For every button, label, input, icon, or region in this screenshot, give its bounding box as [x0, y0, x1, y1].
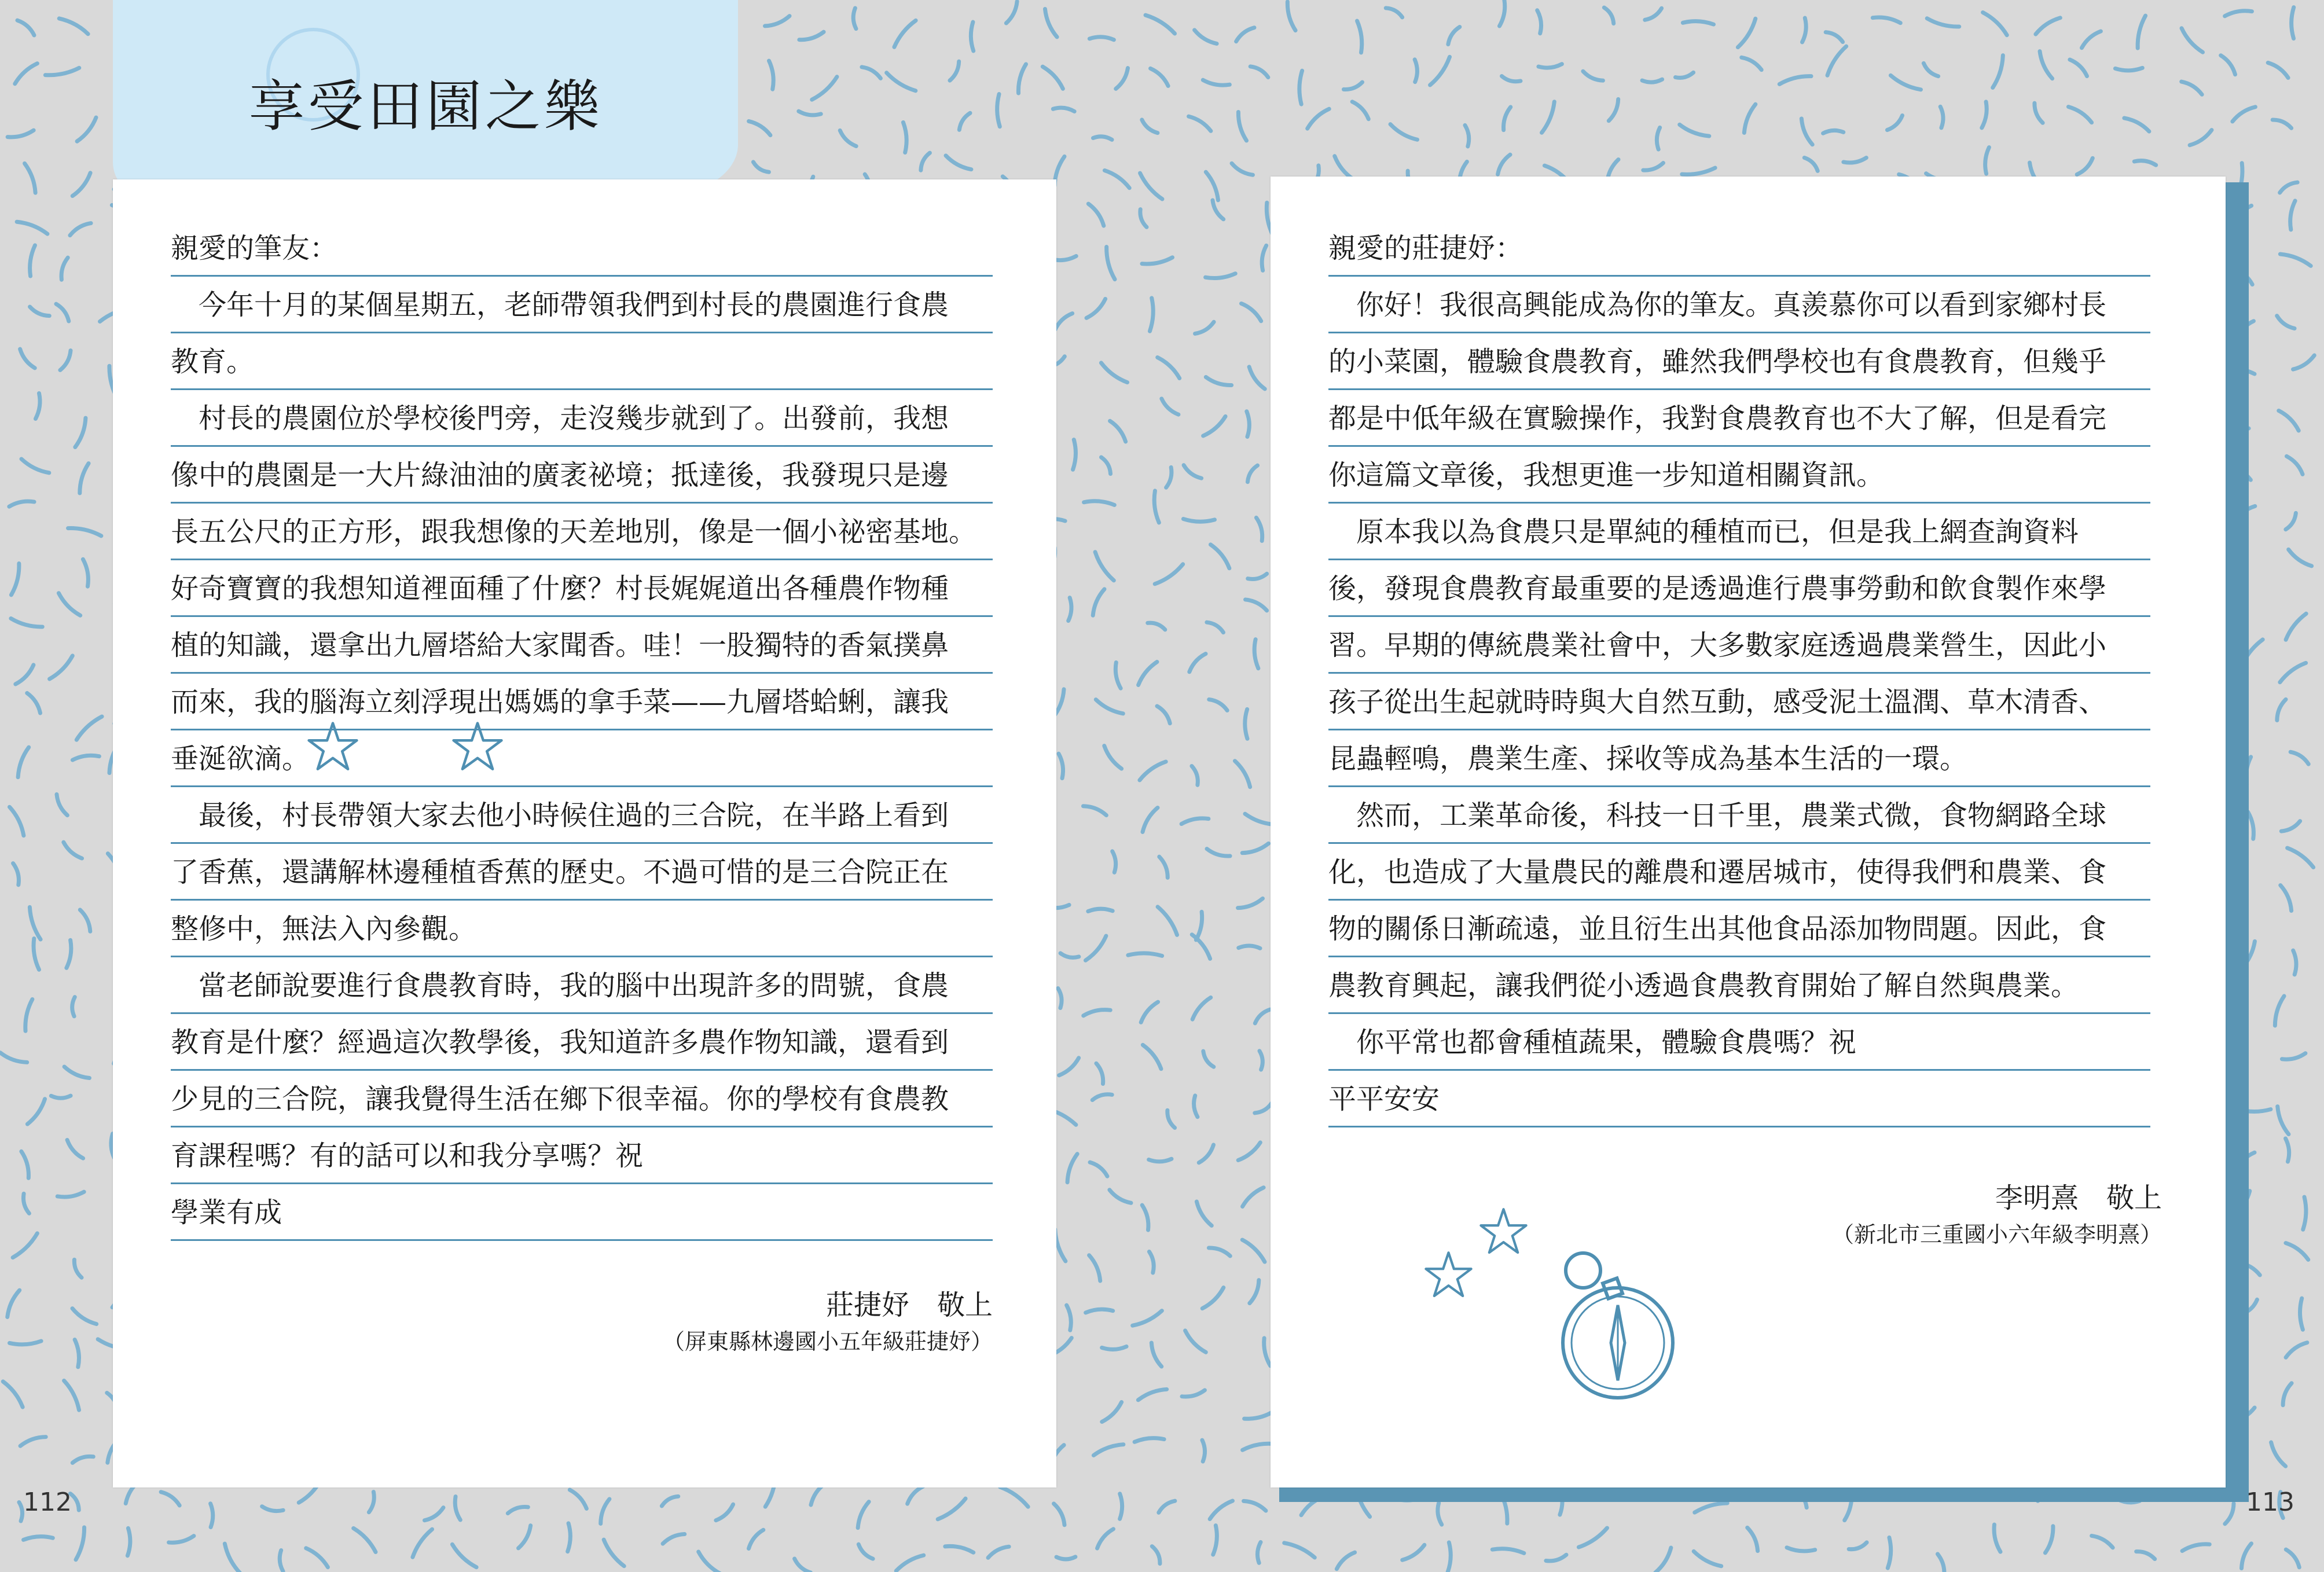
star-icon: [1479, 1207, 1528, 1256]
right-letter-line: 你這篇文章後，我想更進一步知道相關資訊。: [1328, 447, 2150, 504]
left-signature-block: [663, 1285, 993, 1358]
page-number-right: 113: [2246, 1487, 2294, 1517]
right-letter-line: 的小菜園，體驗食農教育，雖然我們學校也有食農教育，但幾乎: [1328, 333, 2150, 390]
left-letter-line: 教育。: [171, 333, 993, 390]
right-letter-line: 習。早期的傳統農業社會中，大多數家庭透過農業營生，因此小: [1328, 617, 2150, 674]
left-letter-line: 植的知識，還拿出九層塔給大家聞香。哇！一股獨特的香氣撲鼻: [171, 617, 993, 674]
right-letter-line: 都是中低年級在實驗操作，我對食農教育也不大了解，但是看完: [1328, 390, 2150, 447]
right-signature: 李明熹 敬上: [1995, 1182, 2162, 1214]
left-letter-line: 長五公尺的正方形，跟我想像的天差地別，像是一個小祕密基地。: [171, 504, 993, 560]
right-letter-body: [1328, 220, 2150, 1127]
right-letter-line: 你平常也都會種植蔬果，體驗食農嗎？祝: [1328, 1014, 2150, 1071]
left-letter-line: 親愛的筆友：: [171, 220, 993, 277]
left-letter-line: 像中的農園是一大片綠油油的廣袤祕境；抵達後，我發現只是邊: [171, 447, 993, 504]
left-letter-line: 了香蕉，還講解林邊種植香蕉的歷史。不過可惜的是三合院正在: [171, 844, 993, 901]
right-letter-line: 物的關係日漸疏遠，並且衍生出其他食品添加物問題。因此，食: [1328, 901, 2150, 957]
right-letter-line: 後，發現食農教育最重要的是透過進行農事勞動和飲食製作來學: [1328, 560, 2150, 617]
right-letter-line: 平平安安: [1328, 1071, 2150, 1127]
right-letter-line: 你好！我很高興能成為你的筆友。真羨慕你可以看到家鄉村長: [1328, 277, 2150, 333]
right-letter-line: 原本我以為食農只是單純的種植而已，但是我上網查詢資料: [1328, 504, 2150, 560]
star-icon: [1424, 1250, 1473, 1299]
page-number-left: 112: [23, 1487, 72, 1517]
page-title: 享受田園之樂: [249, 74, 603, 139]
right-letter-line: 化，也造成了大量農民的離農和遷居城市，使得我們和農業、食: [1328, 844, 2150, 901]
left-school: （屏東縣林邊國小五年級莊捷妤）: [662, 1329, 993, 1354]
left-letter-line: 最後，村長帶領大家去他小時候住過的三合院，在半路上看到: [171, 787, 993, 844]
right-signature-block: [1832, 1178, 2162, 1251]
right-letter-line: 然而，工業革命後，科技一日千里，農業式微，食物網路全球: [1328, 787, 2150, 844]
star-icon: [307, 721, 359, 773]
star-icon: [451, 721, 504, 773]
left-letter-line: 整修中，無法入內參觀。: [171, 901, 993, 957]
left-letter-line: 村長的農園位於學校後門旁，走沒幾步就到了。出發前，我想: [171, 390, 993, 447]
left-letter-line: 今年十月的某個星期五，老師帶領我們到村長的農園進行食農: [171, 277, 993, 333]
right-school: （新北市三重國小六年級李明熹）: [1831, 1222, 2162, 1247]
compass-icon: [1543, 1244, 1681, 1401]
left-letter-paper: [113, 179, 1056, 1487]
left-letter-line: 而來，我的腦海立刻浮現出媽媽的拿手菜——九層塔蛤蜊，讓我: [171, 674, 993, 730]
left-letter-line: 當老師說要進行食農教育時，我的腦中出現許多的問號，食農: [171, 957, 993, 1014]
left-letter-body: [171, 220, 993, 1241]
left-letter-line: 垂涎欲滴。: [171, 730, 993, 787]
right-letter-line: 孩子從出生起就時時與大自然互動，感受泥土溫潤、草木清香、: [1328, 674, 2150, 730]
right-letter-line: 親愛的莊捷妤：: [1328, 220, 2150, 277]
left-letter-line: 育課程嗎？有的話可以和我分享嗎？祝: [171, 1127, 993, 1184]
left-letter-line: 教育是什麼？經過這次教學後，我知道許多農作物知識，還看到: [171, 1014, 993, 1071]
left-signature: 莊捷妤 敬上: [825, 1289, 993, 1321]
right-letter-line: 農教育興起，讓我們從小透過食農教育開始了解自然與農業。: [1328, 957, 2150, 1014]
right-letter-paper: [1271, 177, 2226, 1487]
right-letter-line: 昆蟲輕鳴，農業生產、採收等成為基本生活的一環。: [1328, 730, 2150, 787]
left-letter-line: 好奇寶寶的我想知道裡面種了什麼？村長娓娓道出各種農作物種: [171, 560, 993, 617]
left-letter-line: 少見的三合院，讓我覺得生活在鄉下很幸福。你的學校有食農教: [171, 1071, 993, 1127]
left-letter-line: 學業有成: [171, 1184, 993, 1241]
